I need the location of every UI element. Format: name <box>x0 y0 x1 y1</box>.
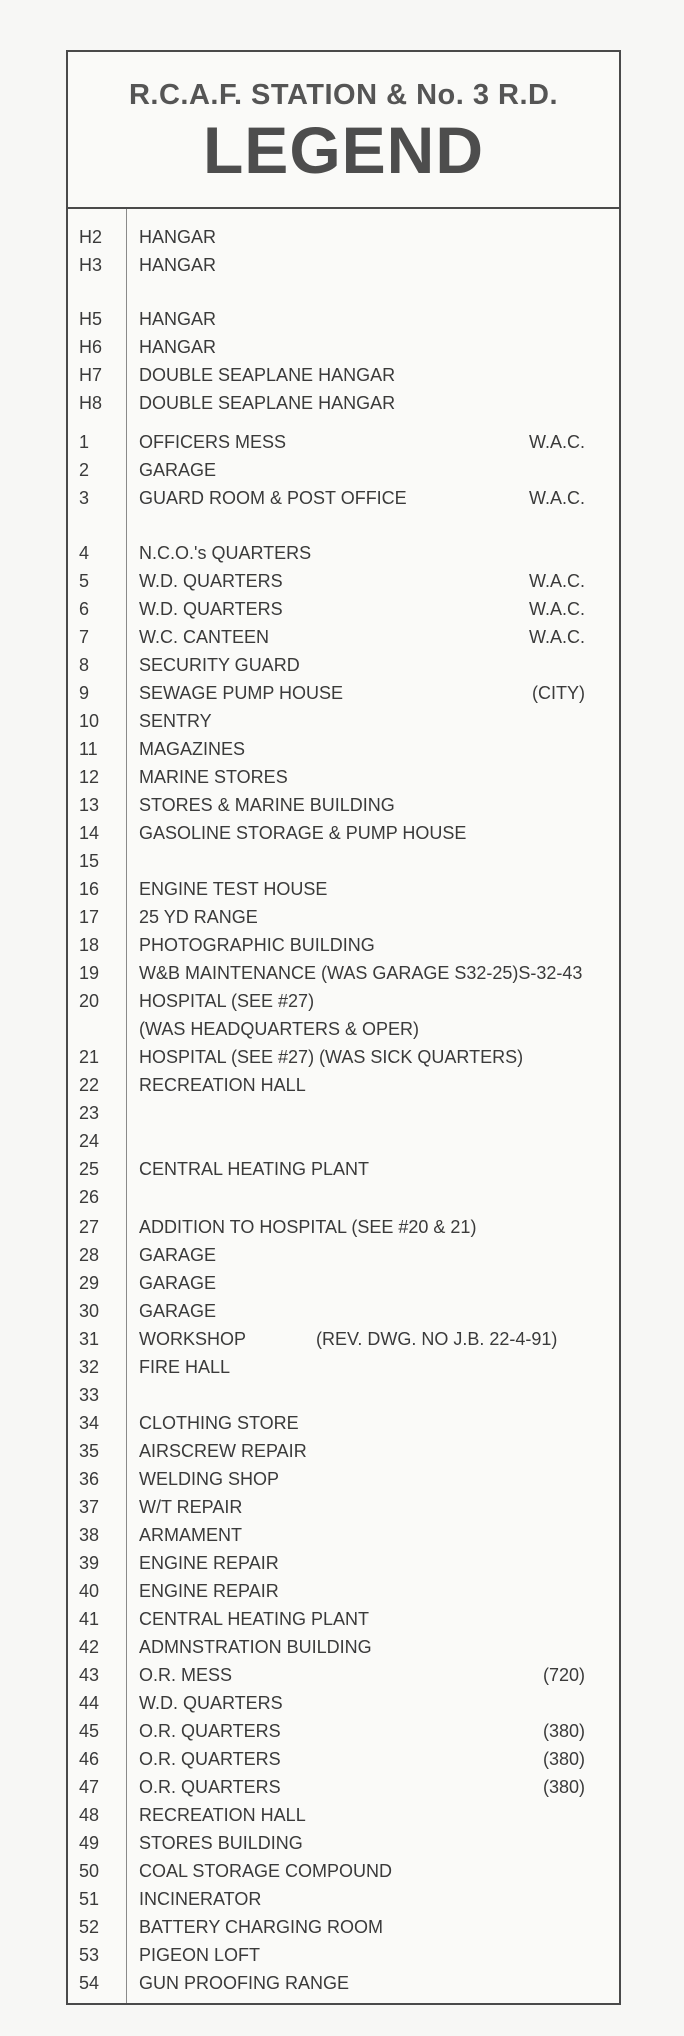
building-name: WORKSHOP <box>139 1329 247 1349</box>
legend-row <box>68 1549 619 1577</box>
building-number: 4 <box>79 543 90 563</box>
legend-row <box>68 389 619 417</box>
legend-row <box>68 1717 619 1745</box>
legend-row <box>68 305 619 333</box>
legend-row <box>68 959 619 987</box>
building-number: 21 <box>79 1047 100 1067</box>
building-name: MARINE STORES <box>139 767 288 787</box>
legend-row <box>68 1801 619 1829</box>
legend-row <box>68 1829 619 1857</box>
building-note: (720) <box>542 1665 585 1685</box>
legend-row <box>68 679 619 707</box>
legend-row <box>68 1773 619 1801</box>
legend-header <box>68 52 619 209</box>
building-name: PIGEON LOFT <box>139 1945 261 1965</box>
building-name: STORES BUILDING <box>139 1833 303 1853</box>
building-name: SECURITY GUARD <box>139 655 300 675</box>
building-note: W.A.C. <box>528 571 585 591</box>
building-number: 10 <box>79 711 100 731</box>
building-name: COAL STORAGE COMPOUND <box>139 1861 393 1881</box>
building-number: 24 <box>79 1131 100 1151</box>
building-number: 31 <box>79 1329 100 1349</box>
building-name: ADDITION TO HOSPITAL (SEE #20 & 21) <box>139 1217 477 1237</box>
building-number: 5 <box>79 571 90 591</box>
building-number: H8 <box>79 393 103 413</box>
building-number: 29 <box>79 1273 100 1293</box>
legend-row <box>68 1745 619 1773</box>
building-number: H3 <box>79 255 103 275</box>
building-name: ADMNSTRATION BUILDING <box>139 1637 372 1657</box>
building-name: HANGAR <box>139 337 217 357</box>
legend-row <box>68 567 619 595</box>
legend-row <box>68 1941 619 1969</box>
building-number: 39 <box>79 1553 100 1573</box>
building-name: STORES & MARINE BUILDING <box>139 795 395 815</box>
building-number: 41 <box>79 1609 100 1629</box>
building-name: O.R. QUARTERS <box>139 1777 281 1797</box>
legend-row <box>68 1409 619 1437</box>
legend-row <box>68 1325 619 1353</box>
building-number: 44 <box>79 1693 100 1713</box>
legend-row <box>68 1521 619 1549</box>
building-name: (WAS HEADQUARTERS & OPER) <box>139 1019 420 1039</box>
legend-row <box>68 1353 619 1381</box>
building-number: 27 <box>79 1217 100 1237</box>
legend-row <box>68 1269 619 1297</box>
legend-row <box>68 931 619 959</box>
building-note: (CITY) <box>532 683 585 703</box>
building-note: (380) <box>542 1749 585 1769</box>
legend-row <box>68 707 619 735</box>
building-number: 22 <box>79 1075 100 1095</box>
building-name: HANGAR <box>139 227 217 247</box>
legend-row <box>68 333 619 361</box>
building-note: W.A.C. <box>528 627 585 647</box>
building-name: W&B MAINTENANCE (WAS GARAGE S32-25)S-32-43 <box>139 963 583 983</box>
building-number: 49 <box>79 1833 100 1853</box>
building-name: GUARD ROOM & POST OFFICE <box>139 488 407 508</box>
building-number: 28 <box>79 1245 100 1265</box>
building-number: 17 <box>79 907 100 927</box>
building-number: 48 <box>79 1805 100 1825</box>
building-name: RECREATION HALL <box>139 1075 306 1095</box>
building-name: HANGAR <box>139 255 217 275</box>
building-name: HANGAR <box>139 309 217 329</box>
building-number: 12 <box>79 767 100 787</box>
legend-row <box>68 1885 619 1913</box>
building-number: 26 <box>79 1187 100 1207</box>
building-note: W.A.C. <box>528 599 585 619</box>
legend-row <box>68 1969 619 1997</box>
building-note: (380) <box>542 1721 585 1741</box>
building-name: O.R. MESS <box>139 1665 233 1685</box>
building-name: DOUBLE SEAPLANE HANGAR <box>139 365 396 385</box>
building-number: 23 <box>79 1103 100 1123</box>
building-number: 36 <box>79 1469 100 1489</box>
legend-row <box>68 1661 619 1689</box>
building-name: MAGAZINES <box>139 739 246 759</box>
legend-row <box>68 1213 619 1241</box>
building-number: 42 <box>79 1637 100 1657</box>
building-number: 16 <box>79 879 100 899</box>
building-number: 13 <box>79 795 100 815</box>
legend-row <box>68 595 619 623</box>
legend-row <box>68 1689 619 1717</box>
legend-row <box>68 1155 619 1183</box>
legend-row <box>68 1465 619 1493</box>
building-number: 7 <box>79 627 90 647</box>
building-name: HOSPITAL (SEE #27) <box>139 991 315 1011</box>
legend-row <box>68 1127 619 1155</box>
building-number: 8 <box>79 655 90 675</box>
legend-row <box>68 1183 619 1211</box>
building-name: OFFICERS MESS <box>139 432 287 452</box>
building-name: O.R. QUARTERS <box>139 1721 281 1741</box>
building-number: 35 <box>79 1441 100 1461</box>
building-number: H2 <box>79 227 103 247</box>
building-name: W.D. QUARTERS <box>139 1693 283 1713</box>
building-note: W.A.C. <box>528 488 585 508</box>
building-name: 25 YD RANGE <box>139 907 258 927</box>
building-number: 50 <box>79 1861 100 1881</box>
legend-row <box>68 791 619 819</box>
building-name: FIRE HALL <box>139 1357 231 1377</box>
legend-row <box>68 1297 619 1325</box>
building-number: 25 <box>79 1159 100 1179</box>
building-number: 19 <box>79 963 100 983</box>
legend-row <box>68 539 619 567</box>
legend-row <box>68 903 619 931</box>
building-number: 11 <box>79 739 98 759</box>
legend-title: LEGEND <box>202 113 485 187</box>
legend-row <box>68 1437 619 1465</box>
legend-row <box>68 1015 619 1043</box>
legend-subtitle: R.C.A.F. STATION & No. 3 R.D. <box>128 79 559 111</box>
legend-row <box>68 456 619 484</box>
building-number: 47 <box>79 1777 100 1797</box>
building-name: RECREATION HALL <box>139 1805 306 1825</box>
legend-row <box>68 1605 619 1633</box>
building-name: W.D. QUARTERS <box>139 599 283 619</box>
building-number: 30 <box>79 1301 100 1321</box>
building-number: 20 <box>79 991 100 1011</box>
building-name: ENGINE REPAIR <box>139 1581 279 1601</box>
building-name: INCINERATOR <box>139 1889 262 1909</box>
legend-row <box>68 735 619 763</box>
building-number: 40 <box>79 1581 100 1601</box>
building-name: CENTRAL HEATING PLANT <box>139 1609 370 1629</box>
building-number: 3 <box>79 488 90 508</box>
building-number: 52 <box>79 1917 100 1937</box>
building-name: SENTRY <box>139 711 212 731</box>
building-number: 45 <box>79 1721 100 1741</box>
legend-row <box>68 1381 619 1409</box>
building-note: (REV. DWG. NO J.B. 22-4-91) <box>316 1329 558 1349</box>
building-note: W.A.C. <box>528 432 585 452</box>
building-number: 6 <box>79 599 90 619</box>
legend-row <box>68 819 619 847</box>
legend-row <box>68 651 619 679</box>
building-number: 2 <box>79 460 90 480</box>
building-name: GARAGE <box>139 1273 217 1293</box>
building-name: ARMAMENT <box>139 1525 242 1545</box>
building-name: AIRSCREW REPAIR <box>139 1441 307 1461</box>
building-number: 38 <box>79 1525 100 1545</box>
building-note: (380) <box>542 1777 585 1797</box>
building-name: HOSPITAL (SEE #27) (WAS SICK QUARTERS) <box>139 1047 524 1067</box>
building-number: 37 <box>79 1497 100 1517</box>
building-number: 51 <box>79 1889 100 1909</box>
building-name: GARAGE <box>139 1245 217 1265</box>
building-name: GARAGE <box>139 460 217 480</box>
legend-row <box>68 1493 619 1521</box>
building-number: 9 <box>79 683 90 703</box>
building-name: GUN PROOFING RANGE <box>139 1973 350 1993</box>
building-name: W.C. CANTEEN <box>139 627 270 647</box>
legend-row <box>68 361 619 389</box>
legend-row <box>68 1099 619 1127</box>
legend-row <box>68 1577 619 1605</box>
building-number: 18 <box>79 935 100 955</box>
legend-row <box>68 987 619 1015</box>
building-name: O.R. QUARTERS <box>139 1749 281 1769</box>
building-number: 32 <box>79 1357 100 1377</box>
legend-row <box>68 1071 619 1099</box>
building-number: 14 <box>79 823 100 843</box>
building-number: H5 <box>79 309 103 329</box>
building-number: 46 <box>79 1749 100 1769</box>
legend-row <box>68 428 619 456</box>
building-number: 53 <box>79 1945 100 1965</box>
building-name: CLOTHING STORE <box>139 1413 299 1433</box>
building-name: W.D. QUARTERS <box>139 571 283 591</box>
legend-row <box>68 847 619 875</box>
legend-row <box>68 484 619 512</box>
building-number: H6 <box>79 337 103 357</box>
legend-row <box>68 1241 619 1269</box>
building-number: 43 <box>79 1665 100 1685</box>
building-name: CENTRAL HEATING PLANT <box>139 1159 370 1179</box>
building-name: GARAGE <box>139 1301 217 1321</box>
legend-row <box>68 1633 619 1661</box>
legend-row <box>68 1857 619 1885</box>
building-name: ENGINE TEST HOUSE <box>139 879 328 899</box>
building-name: DOUBLE SEAPLANE HANGAR <box>139 393 396 413</box>
building-number: 34 <box>79 1413 100 1433</box>
legend-row <box>68 251 619 279</box>
legend-row <box>68 223 619 251</box>
legend-row <box>68 875 619 903</box>
building-number: 33 <box>79 1385 100 1405</box>
building-name: GASOLINE STORAGE & PUMP HOUSE <box>139 823 467 843</box>
building-name: W/T REPAIR <box>139 1497 243 1517</box>
building-name: WELDING SHOP <box>139 1469 280 1489</box>
building-number: 15 <box>79 851 100 871</box>
building-name: N.C.O.'s QUARTERS <box>139 543 312 563</box>
legend-row <box>68 1913 619 1941</box>
legend-row <box>68 623 619 651</box>
building-number: 54 <box>79 1973 100 1993</box>
building-number: 1 <box>79 432 90 452</box>
building-number: H7 <box>79 365 103 385</box>
legend-row <box>68 1043 619 1071</box>
legend-row <box>68 763 619 791</box>
building-name: ENGINE REPAIR <box>139 1553 279 1573</box>
legend-box <box>66 50 621 2005</box>
building-name: BATTERY CHARGING ROOM <box>139 1917 384 1937</box>
building-name: PHOTOGRAPHIC BUILDING <box>139 935 375 955</box>
building-name: SEWAGE PUMP HOUSE <box>139 683 344 703</box>
